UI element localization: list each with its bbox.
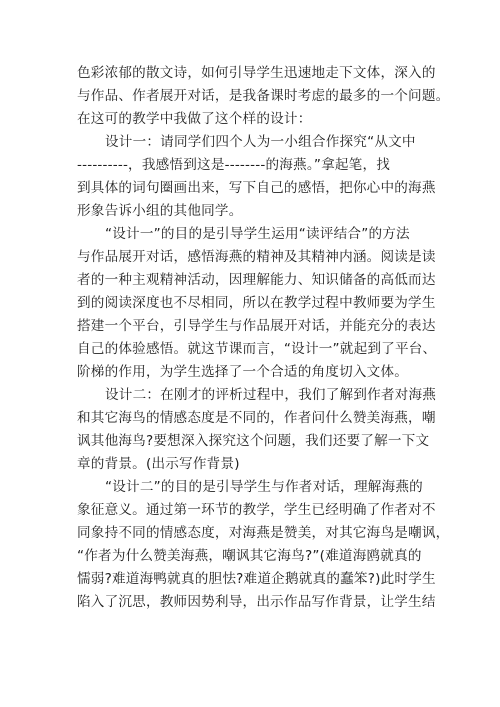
text-line: 设计二：在刚才的评析过程中，我们了解到作者对海燕 bbox=[105, 387, 437, 403]
text-line: 色彩浓郁的散文诗，如何引导学生迅速地走下文体，深入的 bbox=[77, 65, 436, 81]
text-line: 章的背景。(出示写作背景) bbox=[77, 456, 240, 472]
text-line: 到具体的词句圈画出来，写下自己的感悟，把你心中的海燕 bbox=[77, 180, 436, 196]
text-line: 在这可的教学中我做了这个样的设计： bbox=[77, 111, 312, 127]
text-line: 和其它海鸟的情感态度是不同的，作者问什么赞美海燕，嘲 bbox=[77, 410, 436, 426]
text-line: 讽其他海鸟?要想深入探究这个问题，我们还要了解一下文 bbox=[77, 433, 430, 449]
paragraph-design-two-analysis bbox=[77, 476, 450, 614]
text-line: 象征意义。通过第一环节的教学，学生已经明确了作者对不 bbox=[77, 502, 436, 518]
text-line: 与作品、作者展开对话，是我备课时考虑的最多的一个问题。 bbox=[77, 88, 450, 104]
text-line: 同象持不同的情感态度，对海燕是赞美，对其它海鸟是嘲讽， bbox=[77, 525, 450, 541]
paragraph-design-one bbox=[77, 131, 437, 223]
text-line: 陷入了沉思，教师因势利导，出示作品写作背景，让学生结 bbox=[77, 594, 436, 610]
text-line: 搭建一个平台，引导学生与作品展开对话，并能充分的表达 bbox=[77, 318, 436, 334]
text-line: 懦弱?难道海鸭就真的胆怯?难道企鹅就真的蠢笨?)此时学生 bbox=[77, 571, 436, 587]
paragraph-design-one-analysis bbox=[77, 223, 437, 384]
paragraph-design-two bbox=[77, 384, 437, 476]
text-line: 与作品展开对话，感悟海燕的精神及其精神内涵。阅读是读 bbox=[77, 249, 436, 265]
paragraph-intro bbox=[77, 62, 450, 131]
document-body bbox=[77, 62, 450, 614]
text-line: 自己的体验感悟。就这节课而言，“设计一”就起到了平台、 bbox=[77, 341, 437, 357]
text-line: “设计二”的目的是引导学生与作者对话，理解海燕的 bbox=[105, 479, 423, 495]
text-line: “设计一”的目的是引导学生运用“读评结合”的方法 bbox=[105, 226, 410, 242]
text-line: ----------，我感悟到这是--------的海燕。”拿起笔，找 bbox=[77, 157, 391, 173]
text-line: “作者为什么赞美海燕，嘲讽其它海鸟?”(难道海鸥就真的 bbox=[77, 548, 422, 564]
text-line: 阶梯的作用，为学生选择了一个合适的角度切入文体。 bbox=[77, 364, 409, 380]
text-line: 者的一种主观精神活动，因理解能力、知识储备的高低而达 bbox=[77, 272, 436, 288]
text-line: 设计一：请同学们四个人为一小组合作探究“从文中 bbox=[105, 134, 416, 150]
text-line: 到的阅读深度也不尽相同，所以在教学过程中教师要为学生 bbox=[77, 295, 436, 311]
text-line: 形象告诉小组的其他同学。 bbox=[77, 203, 243, 219]
